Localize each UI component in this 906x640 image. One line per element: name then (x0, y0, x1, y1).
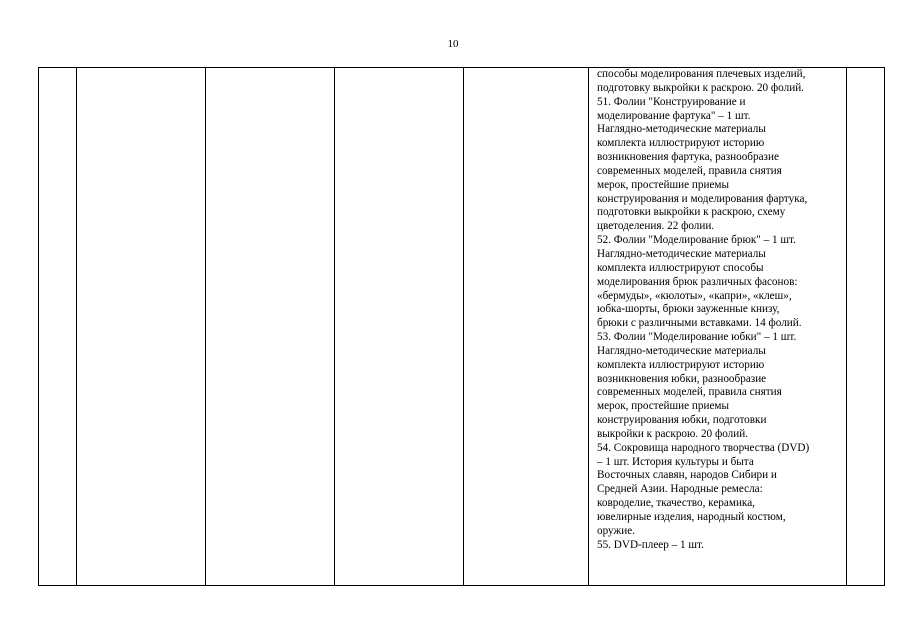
description-line: 53. Фолии "Моделирование юбки" – 1 шт. (597, 331, 797, 344)
description-line: комплекта иллюстрируют историю (597, 137, 765, 150)
description-line: Наглядно-методические материалы (597, 123, 766, 136)
page-number: 10 (447, 38, 459, 50)
description-line: конструирования и моделирования фартука, (597, 192, 808, 205)
description-line: способы моделирования плечевых изделий, (597, 68, 806, 80)
table-cell-number (39, 68, 77, 586)
description-line: Средней Азии. Народные ремесла: (597, 483, 763, 496)
description-line: конструирования юбки, подготовки (597, 414, 767, 427)
description-line: Наглядно-методические материалы (597, 344, 766, 357)
document-table (38, 67, 885, 586)
description-line: брюки с различными вставками. 14 фолий. (597, 317, 802, 330)
description-line: цветоделения. 22 фолии. (597, 220, 715, 233)
description-line: современных моделей, правила снятия (597, 164, 782, 177)
description-line: мерок, простейшие приемы (597, 400, 730, 413)
description-line: возникновения юбки, разнообразие (597, 372, 767, 385)
description-line: 52. Фолии "Моделирование брюк" – 1 шт. (597, 234, 796, 247)
table-cell-description (589, 68, 847, 586)
description-line: ковроделие, ткачество, керамика, (597, 497, 755, 510)
description-line: моделирование фартука" – 1 шт. (597, 109, 751, 122)
description-line: комплекта иллюстрируют историю (597, 358, 765, 371)
description-line: комплекта иллюстрируют способы (597, 261, 764, 274)
description-line: 55. DVD-плеер – 1 шт. (597, 538, 704, 551)
description-line: 54. Сокровища народного творчества (DVD) (597, 441, 810, 454)
description-line: «бермуды», «кюлоты», «капри», «клеш», (597, 289, 792, 302)
description-line: моделирования брюк различных фасонов: (597, 275, 798, 288)
description-line: современных моделей, правила снятия (597, 386, 782, 399)
description-line: оружие. (597, 524, 635, 537)
table-cell-col3 (206, 68, 335, 586)
description-line: Восточных славян, народов Сибири и (597, 469, 777, 482)
table-cell-col2 (77, 68, 206, 586)
description-line: возникновения фартука, разнообразие (597, 151, 779, 164)
description-line: подготовку выкройки к раскрою. 20 фолий. (597, 81, 804, 94)
table-cell-col5 (464, 68, 589, 586)
description-line: ювелирные изделия, народный костюм, (597, 511, 786, 523)
table-row (39, 68, 885, 586)
description-line: юбка-шорты, брюки зауженные книзу, (597, 303, 780, 316)
description-line: подготовки выкройки к раскрою, схему (597, 206, 786, 219)
description-line: Наглядно-методические материалы (597, 247, 766, 260)
description-line: 51. Фолии "Конструирование и (597, 95, 746, 108)
description-line: выкройки к раскрою. 20 фолий. (597, 427, 748, 440)
table-cell-last (847, 68, 885, 586)
description-line: – 1 шт. История культуры и быта (597, 455, 754, 468)
description-line: мерок, простейшие приемы (597, 178, 730, 191)
description-text (589, 68, 846, 553)
table-cell-col4 (335, 68, 464, 586)
